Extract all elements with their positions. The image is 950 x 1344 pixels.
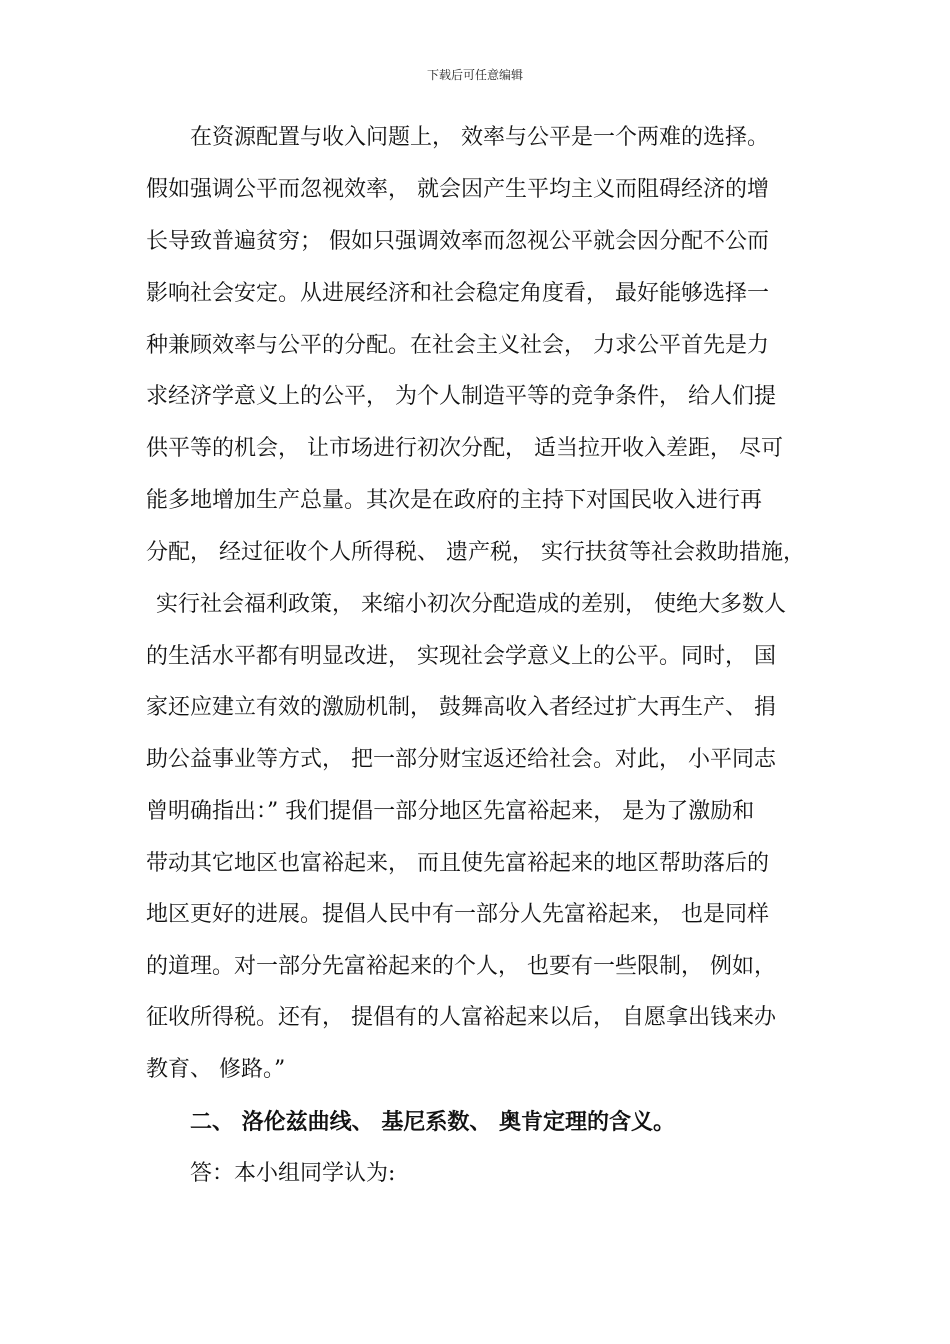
paragraph-line: 能多地增加生产总量。其次是在政府的主持下对国民收入进行再	[146, 488, 763, 513]
page-header: 下载后可任意编辑	[426, 68, 523, 82]
answer-line: 答：本小组同学认为:	[190, 1161, 396, 1186]
paragraph-line: 的生活水平都有明显改进， 实现社会学意义上的公平。同时， 国	[146, 644, 776, 669]
paragraph-line: 地区更好的进展。提倡人民中有一部分人先富裕起来， 也是同样	[146, 902, 769, 927]
paragraph-line: 长导致普遍贫穷； 假如只强调效率而忽视公平就会因分配不公而	[146, 229, 769, 254]
paragraph-line: 假如强调公平而忽视效率， 就会因产生平均主义而阻碍经济的增	[146, 177, 769, 202]
paragraph-line: 曾明确指出：” 我们提倡一部分地区先富裕起来， 是为了激励和	[146, 799, 755, 824]
paragraph-line: 影响社会安定。从进展经济和社会稳定角度看， 最好能够选择一	[146, 281, 769, 306]
paragraph-line: 带动其它地区也富裕起来， 而且使先富裕起来的地区帮助落后的	[146, 851, 769, 876]
paragraph-line: 助公益事业等方式， 把一部分财宝返还给社会。对此， 小平同志	[146, 747, 776, 772]
paragraph-line: 教育、 修路。”	[146, 1057, 286, 1082]
paragraph-line: 求经济学意义上的公平， 为个人制造平等的竞争条件， 给人们提	[146, 384, 776, 409]
paragraph-line: 供平等的机会， 让市场进行初次分配， 适当拉开收入差距， 尽可	[146, 436, 783, 461]
paragraph-line: 实行社会福利政策， 来缩小初次分配造成的差别， 使绝大多数人	[156, 592, 786, 617]
paragraph-line: 分配， 经过征收个人所得税、 遗产税， 实行扶贫等社会救助措施，	[146, 540, 805, 565]
paragraph-line: 在资源配置与收入问题上， 效率与公平是一个两难的选择。	[190, 125, 769, 150]
section-heading: 二、 洛伦兹曲线、 基尼系数、 奥肯定理的含义。	[190, 1109, 675, 1135]
paragraph-line: 征收所得税。还有， 提倡有的人富裕起来以后， 自愿拿出钱来办	[146, 1005, 776, 1030]
paragraph-line: 种兼顾效率与公平的分配。在社会主义社会， 力求公平首先是力	[146, 333, 769, 358]
paragraph-line: 的道理。对一部分先富裕起来的个人， 也要有一些限制， 例如，	[146, 954, 776, 979]
paragraph-line: 家还应建立有效的激励机制， 鼓舞高收入者经过扩大再生产、 捐	[146, 695, 776, 720]
